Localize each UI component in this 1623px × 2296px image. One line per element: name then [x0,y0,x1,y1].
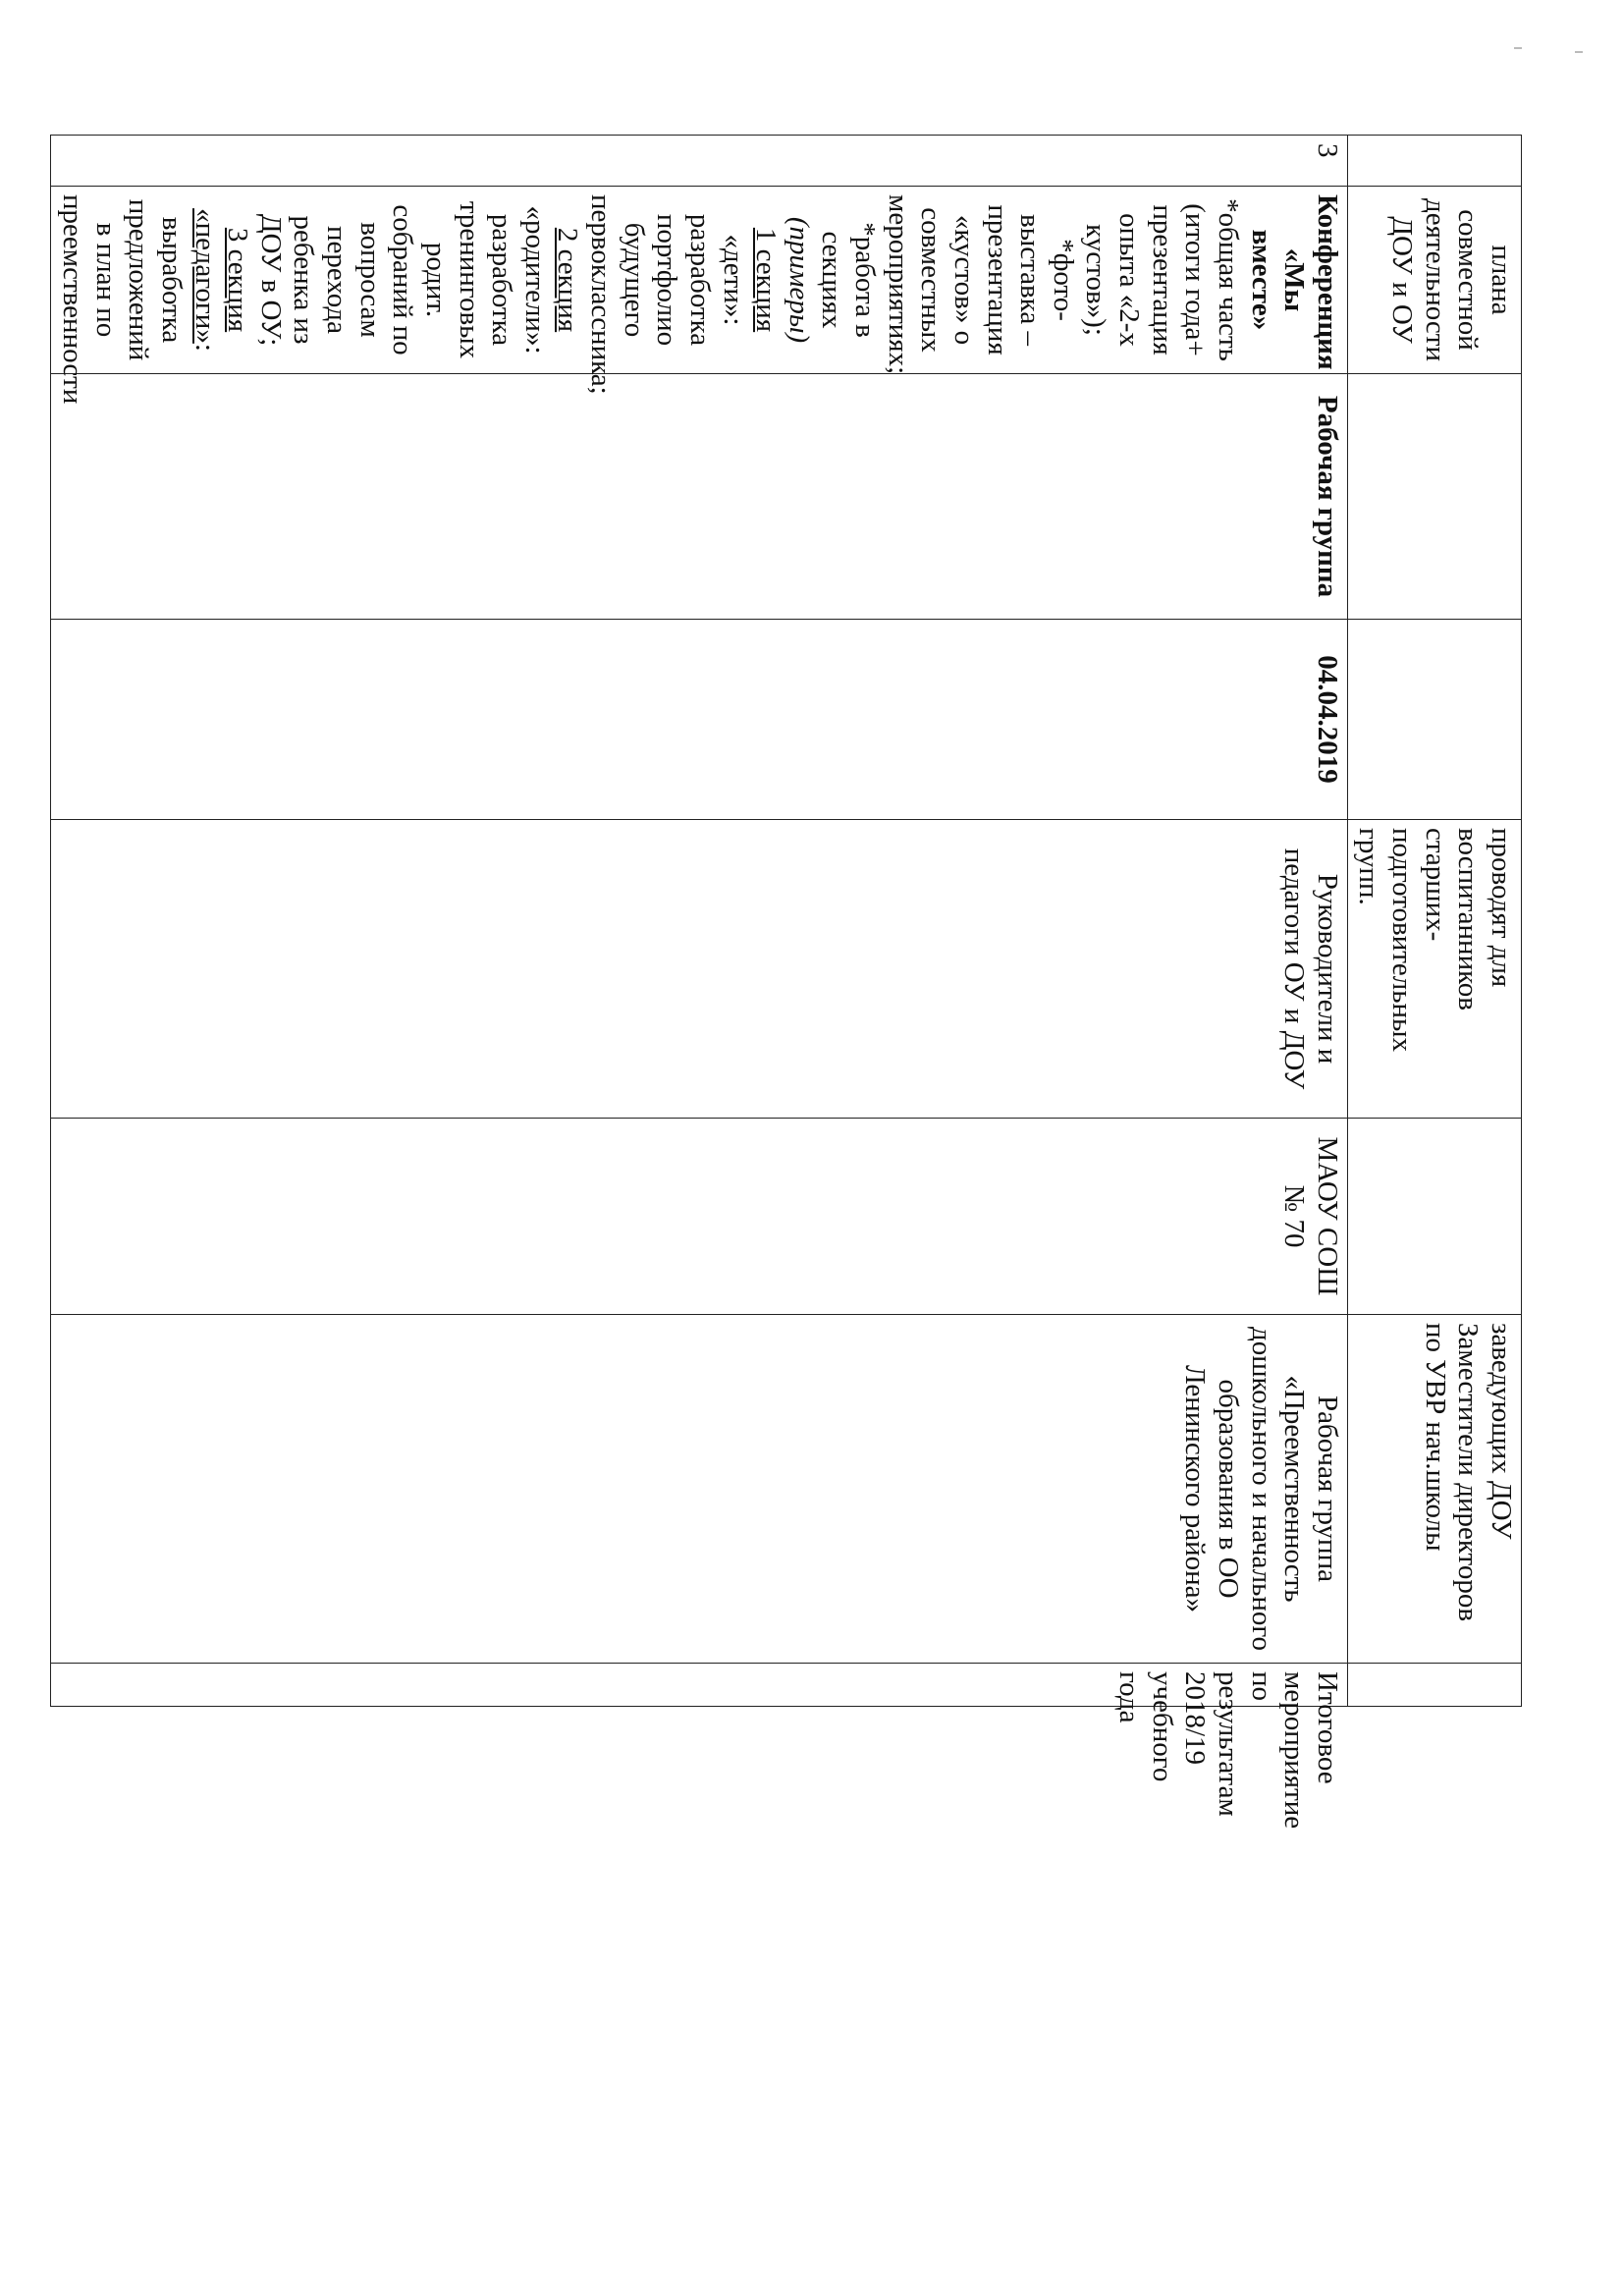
cell-date: 04.04.2019 [51,620,1347,820]
cell-responsible: Рабочая группа «Преемственность дошкольного и начального образования в ОО Ленинского района» [51,1315,1347,1664]
cell-event [51,187,1347,405]
cell-place: МАОУ СОШ № 70 [51,1119,1347,1315]
table-row-conference [51,136,1347,1707]
events-table [51,135,1523,1830]
cell-form [1347,374,1521,620]
section-1-label: 1 секция [750,227,783,333]
event-line: *фото-выставка – презентация «кустов» о совместных мероприятиях; [882,194,1079,375]
section-2-text: «родители»: разработка тренинговых родит. собраний по вопросам перехода ребенка из ДОУ в ОУ; [254,200,551,359]
section-1-text: «дети»: разработка портфолио будущего первоклассника; [585,194,749,395]
cell-date [1347,620,1521,820]
cell-num: 3 [51,136,1347,187]
section-3 [56,194,254,405]
table-row-continued [1347,136,1521,1707]
section-2 [253,194,583,365]
section-3-head: «педагоги» [189,208,221,344]
rotated-table-container [57,135,1522,1830]
event-subtitle: «Мы вместе» [1245,229,1311,331]
scan-speck [1514,47,1522,49]
cell-num [1347,136,1521,187]
cell-note [1347,1664,1521,1707]
cell-responsible: заведующих ДОУ Заместители директоров по УВР нач.школы [1347,1315,1521,1664]
event-line: *работа в секциях [816,222,882,338]
cell-participants: Руководители и педагоги ОУ и ДОУ [51,820,1347,1119]
cell-note: Итоговое мероприятие по результатам 2018/19 учебного года [51,1664,1347,1707]
event-examples: (примеры) [783,216,815,344]
event-title: Конференция [1311,194,1343,370]
section-2-label: 2 секция [552,227,584,333]
event-line: *общая часть (итоги года+ презентация опыта «2-х кустов»); [1080,198,1244,361]
section-1 [584,194,783,395]
cell-event: плана совместной деятельности ДОУ и ОУ [1347,187,1521,374]
cell-place [1347,1119,1521,1315]
cell-participants: проводят для воспитанников старших-подготовительных групп. [1347,820,1521,1119]
scan-speck [1575,51,1583,53]
cell-form: Рабочая группа [51,374,1347,620]
section-3-text: : выработка предложений в план по преемственности [57,194,221,405]
section-3-label: 3 секция [222,227,254,333]
